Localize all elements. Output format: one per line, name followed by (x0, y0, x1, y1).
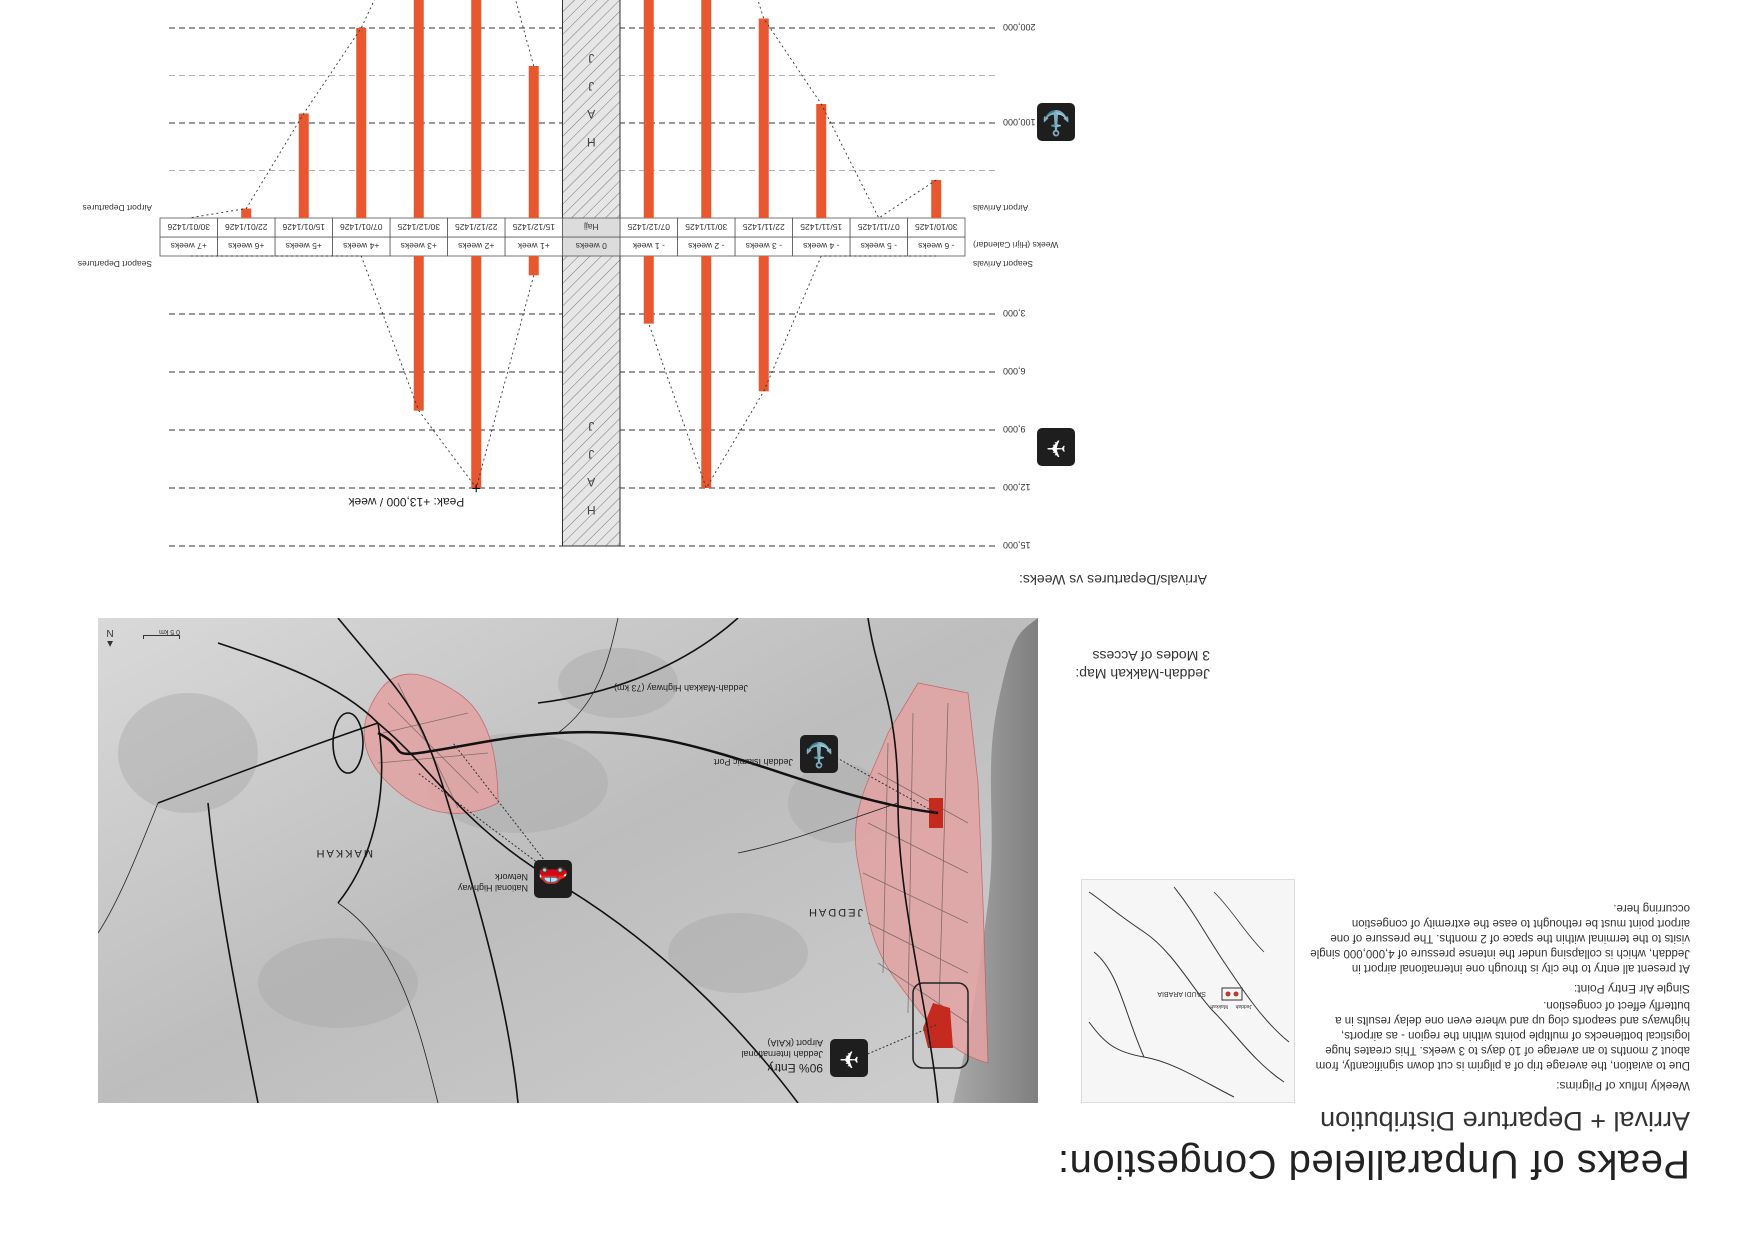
seaport-departures-row-label: Seaport Departures (77, 259, 152, 269)
hajj-letter: A (587, 475, 596, 489)
date-label: 30/10/1425 (914, 222, 958, 232)
chart-title: Arrivals/Departures vs Weeks: (1018, 572, 1207, 588)
car-icon: 🚗 (534, 860, 572, 898)
date-label: 07/12/1425 (627, 222, 671, 232)
influx-heading: Weekly Influx of Pilgrims: (1556, 1079, 1690, 1093)
airport-arrivals-bar (644, 0, 654, 218)
north-arrow-icon: ▲ (105, 638, 115, 649)
week-label: +7 weeks (170, 241, 207, 251)
map-caption-line1: Jeddah-Makkah Map: (1075, 666, 1210, 682)
airport-arrivals-bar (759, 19, 769, 219)
week-label: +3 weeks (400, 241, 437, 251)
airport-arrivals-bar (816, 104, 826, 218)
page-subtitle: Arrival + Departure Distribution (1320, 1106, 1690, 1136)
date-label: 07/11/1425 (857, 222, 900, 232)
week-label: - 4 weeks (803, 241, 840, 251)
air-entry-heading: Single Air Entry Point: (1573, 982, 1690, 996)
airplane-icon: ✈ (830, 1039, 868, 1077)
seaport-arrivals-row-label: Seaport Arrivals (973, 259, 1033, 269)
seaport-peak-label: Peak: +13,000 / week (348, 495, 465, 509)
seaport-tick-label: 12,000 (1003, 482, 1031, 492)
map-caption-line2: 3 Modes of Access (1092, 648, 1210, 664)
hajj-letter: J (588, 447, 595, 461)
airport-arrivals-bar (931, 180, 941, 218)
date-label: 22/11/1425 (742, 222, 785, 232)
airport-arrivals-row-label: Airport Arrivals (973, 203, 1029, 213)
week-label: +2 weeks (458, 241, 495, 251)
seaport-departures-bar (414, 256, 424, 411)
date-label: 30/12/1425 (397, 222, 441, 232)
seaport-arrivals-bar (701, 256, 711, 488)
highway-network-label: National Highway Network (457, 872, 528, 893)
north-label: N (106, 627, 114, 638)
anchor-icon: ⚓ (800, 735, 838, 773)
week-label: +4 weeks (343, 241, 380, 251)
date-label: Hajj (583, 222, 599, 232)
date-label: 15/01/1426 (282, 222, 326, 232)
week-label: +6 weeks (228, 241, 265, 251)
airport-entry-label: 90% Entry (767, 1061, 823, 1075)
air-entry-body: At present all entry to the city is through one international airport in Jeddah, which is collapsing under the intense pressure of 4,000,000 single visits to the terminal within the space of 2 months. The pressure of one airport point must be rethought to ease the extremity of congestion occurring here. (1310, 902, 1690, 974)
hajj-letter: H (586, 135, 596, 149)
seaport-tick-label: 6,000 (1003, 366, 1026, 376)
airport-arrivals-bar (701, 0, 711, 218)
jeddah-label: JEDDAH (806, 906, 863, 918)
week-label: - 6 weeks (918, 241, 955, 251)
scale-label: 0 5 km (158, 628, 180, 635)
date-label: 15/12/1425 (512, 222, 556, 232)
seaport-departures-bar (529, 256, 539, 275)
jm-highway-label: Jeddah-Makkah Highway (73 km) (613, 683, 748, 693)
seaport-axis-anchor-icon: ⚓ (1037, 103, 1075, 141)
seaport-tick-label: 15,000 (1003, 540, 1031, 550)
date-label: 07/01/1426 (339, 222, 383, 232)
hajj-letter: A (587, 107, 596, 121)
airport-departures-bar (529, 66, 539, 218)
week-label: - 1 week (632, 241, 665, 251)
hajj-letter: H (586, 503, 596, 517)
locator-makkah-label: Makkah (1210, 1003, 1228, 1009)
port-name-label: Jeddah Islamic Port (713, 757, 793, 767)
airport-departures-bar (241, 209, 251, 219)
seaport-arrivals-bar (759, 256, 769, 391)
airport-departures-bar (471, 0, 481, 218)
week-label: - 3 weeks (745, 241, 782, 251)
airport-name-label: Jeddah International Airport (KAIA) (741, 1038, 823, 1059)
locator-country-label: SAUDI ARABIA (1157, 990, 1206, 997)
page-title: Peaks of Unparalleled Congestion: (1057, 1142, 1690, 1186)
locator-jeddah-label: Jeddah (1235, 1003, 1252, 1009)
seaport-departures-bar (471, 256, 481, 488)
seaport-arrivals-bar (644, 256, 654, 324)
date-label: 30/01/1426 (167, 222, 211, 232)
date-label: 30/11/1425 (685, 222, 728, 232)
airport-axis-airplane-icon: ✈ (1037, 428, 1075, 466)
seaport-tick-label: 3,000 (1003, 308, 1026, 318)
date-label: 22/01/1426 (224, 222, 268, 232)
airport-departures-bar (414, 0, 424, 218)
week-label: +1 week (517, 241, 550, 251)
week-label: +5 weeks (285, 241, 322, 251)
weeks-row-label: Weeks (Hijri Calendar) (973, 240, 1059, 250)
week-label: - 2 weeks (688, 241, 725, 251)
airport-tick-label: 100,000 (1003, 117, 1036, 127)
airport-tick-label: 200,000 (1003, 22, 1036, 32)
makkah-label: MAKKAH (314, 847, 373, 859)
airport-departures-bar (299, 114, 309, 219)
date-label: 15/11/1425 (800, 222, 843, 232)
influx-body: Due to aviation, the average trip of a pilgrim is cut down significantly, from about 2 months to an average of 10 days to 3 weeks. This creates huge logistical bottlenecks of multiple points within the region - as airports, highways and seaports clog up and where even one delay results in a butterfly effect of congestion. (1315, 999, 1690, 1071)
airport-departures-bar (356, 28, 366, 218)
week-label: - 5 weeks (860, 241, 897, 251)
date-label: 22/12/1425 (454, 222, 498, 232)
airport-departures-row-label: Airport Departures (82, 203, 152, 213)
hajj-letter: J (588, 419, 595, 433)
seaport-tick-label: 9,000 (1003, 424, 1026, 434)
week-label: 0 weeks (575, 241, 607, 251)
seaport-peak-marker: + (471, 479, 481, 496)
hajj-letter: J (588, 51, 595, 65)
hajj-letter: J (588, 79, 595, 93)
airport-arrivals-envelope (649, 0, 937, 218)
